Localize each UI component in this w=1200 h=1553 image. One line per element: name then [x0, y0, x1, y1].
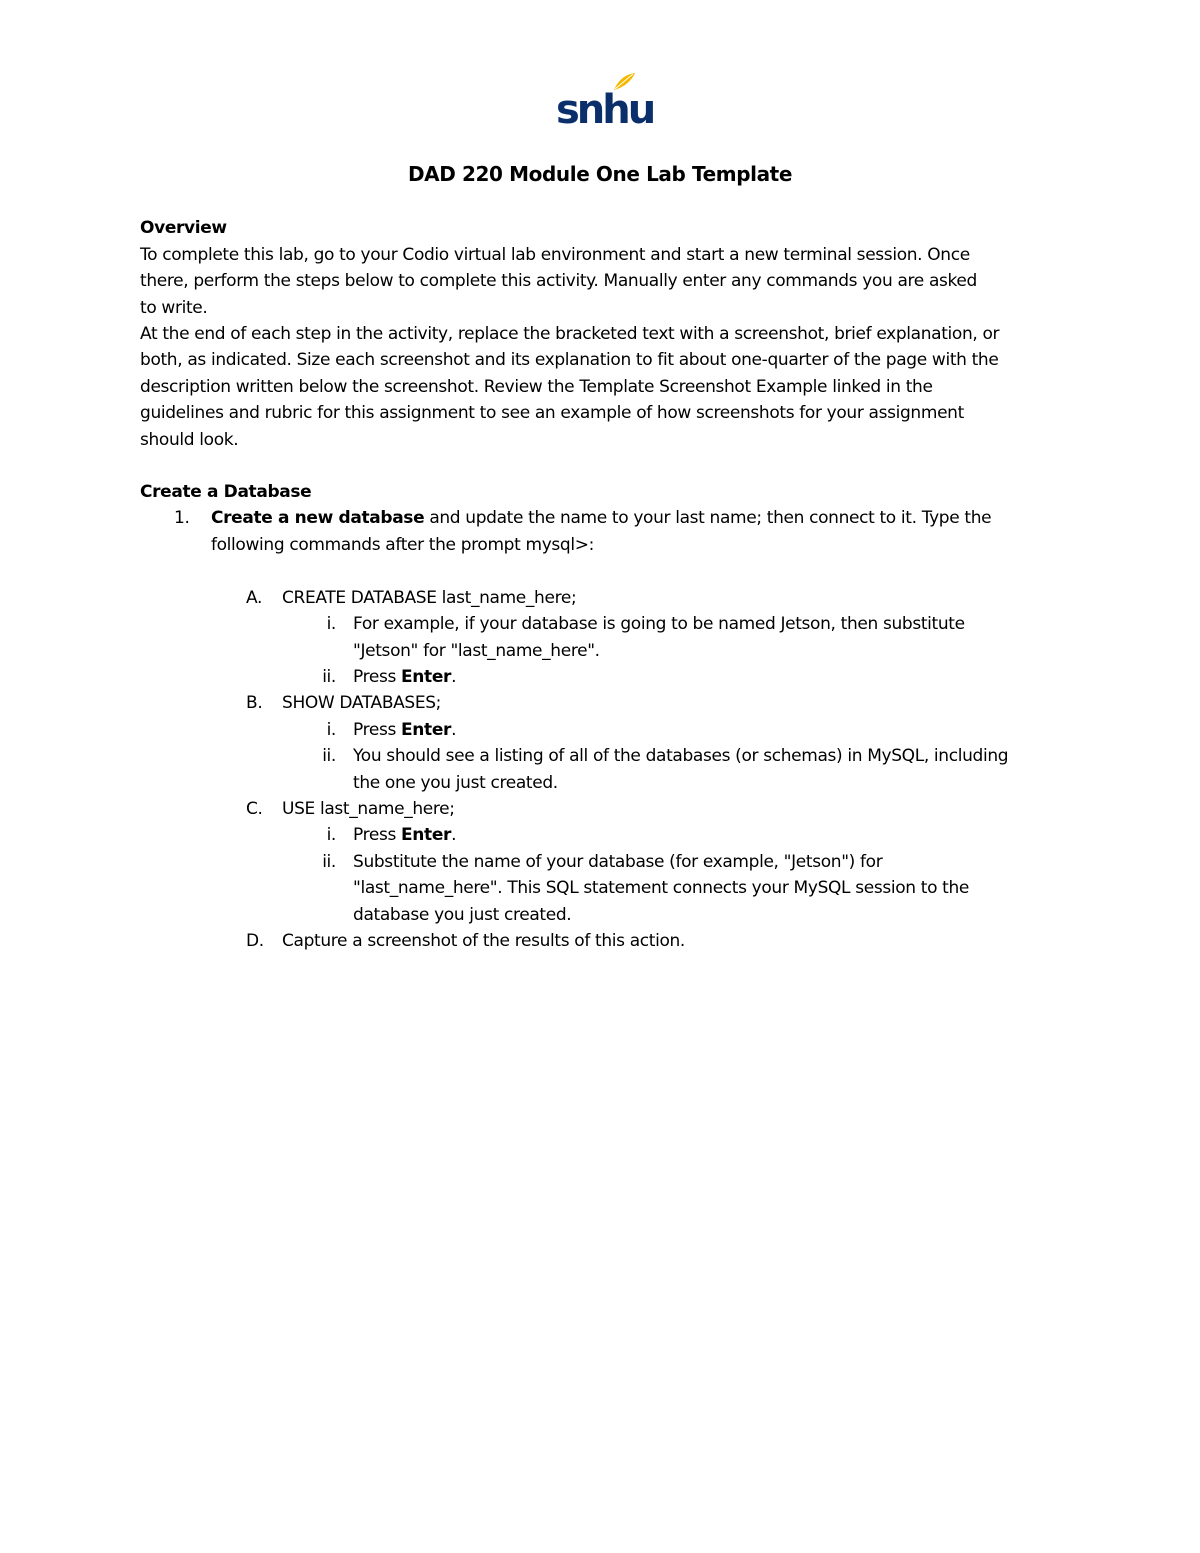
substep-a-i-line: "Jetson" for "last_name_here".: [353, 641, 600, 661]
overview-line: guidelines and rubric for this assignment to see an example of how screenshots for your assignment: [140, 403, 964, 423]
step-1-line: [211, 505, 991, 532]
substep-c-ii-line: database you just created.: [353, 905, 572, 925]
section-heading: Create a Database: [140, 482, 312, 502]
substep-c-ii-line: "last_name_here". This SQL statement connects your MySQL session to the: [353, 878, 970, 898]
substep-a-ii-line: [353, 664, 456, 691]
overview-line: both, as indicated. Size each screenshot and its explanation to fit about one-quarter of the page with the: [140, 350, 999, 370]
leaf-icon: [612, 72, 636, 92]
page-title: DAD 220 Module One Lab Template: [407, 162, 792, 186]
step-1-rest: and update the name to your last name; then connect to it. Type the: [424, 508, 992, 528]
substep-c-i-line: [353, 822, 456, 849]
substep-c-marker: C.: [246, 799, 263, 819]
period-text: .: [451, 720, 457, 740]
press-text: Press: [353, 667, 402, 687]
substep-d-marker: D.: [246, 931, 264, 951]
snhu-logo: [556, 72, 654, 133]
substep-c-ii-line: Substitute the name of your database (for example, "Jetson") for: [353, 852, 883, 872]
period-text: .: [451, 667, 457, 687]
logo-wordmark: snhu: [556, 87, 654, 133]
substep-a-ii-marker: ii.: [322, 667, 336, 687]
step-1-marker: 1.: [174, 508, 190, 528]
overview-heading: Overview: [140, 218, 227, 238]
substep-d-text: Capture a screenshot of the results of this action.: [282, 931, 685, 951]
substep-c-text: USE last_name_here;: [282, 799, 455, 819]
substep-a-i-line: For example, if your database is going to be named Jetson, then substitute: [353, 614, 965, 634]
step-1-bold-lead: Create a new database: [211, 508, 425, 528]
press-text: Press: [353, 825, 402, 845]
enter-key-text: Enter: [401, 720, 452, 740]
substep-b-i-marker: i.: [326, 720, 336, 740]
overview-line: to write.: [140, 298, 208, 318]
overview-line: description written below the screenshot. Review the Template Screenshot Example linked in the: [140, 377, 933, 397]
substep-b-ii-line: You should see a listing of all of the databases (or schemas) in MySQL, including: [353, 746, 1009, 766]
overview-line: At the end of each step in the activity, replace the bracketed text with a screenshot, brief explanation, or: [140, 324, 1000, 344]
substep-a-i-marker: i.: [326, 614, 336, 634]
enter-key-text: Enter: [401, 667, 452, 687]
substep-c-ii-marker: ii.: [322, 852, 336, 872]
step-1-line-2: following commands after the prompt mysql>:: [211, 535, 595, 555]
enter-key-text: Enter: [401, 825, 452, 845]
overview-line: To complete this lab, go to your Codio virtual lab environment and start a new terminal session. Once: [140, 245, 970, 265]
substep-b-marker: B.: [246, 693, 263, 713]
substep-b-text: SHOW DATABASES;: [282, 693, 442, 713]
press-text: Press: [353, 720, 402, 740]
period-text: .: [451, 825, 457, 845]
overview-line: there, perform the steps below to complete this activity. Manually enter any commands you are asked: [140, 271, 977, 291]
substep-a-marker: A.: [246, 588, 263, 608]
overview-line: should look.: [140, 430, 239, 450]
substep-b-i-line: [353, 717, 456, 744]
substep-b-ii-line: the one you just created.: [353, 773, 558, 793]
substep-a-text: CREATE DATABASE last_name_here;: [282, 588, 577, 608]
substep-b-ii-marker: ii.: [322, 746, 336, 766]
substep-c-i-marker: i.: [326, 825, 336, 845]
